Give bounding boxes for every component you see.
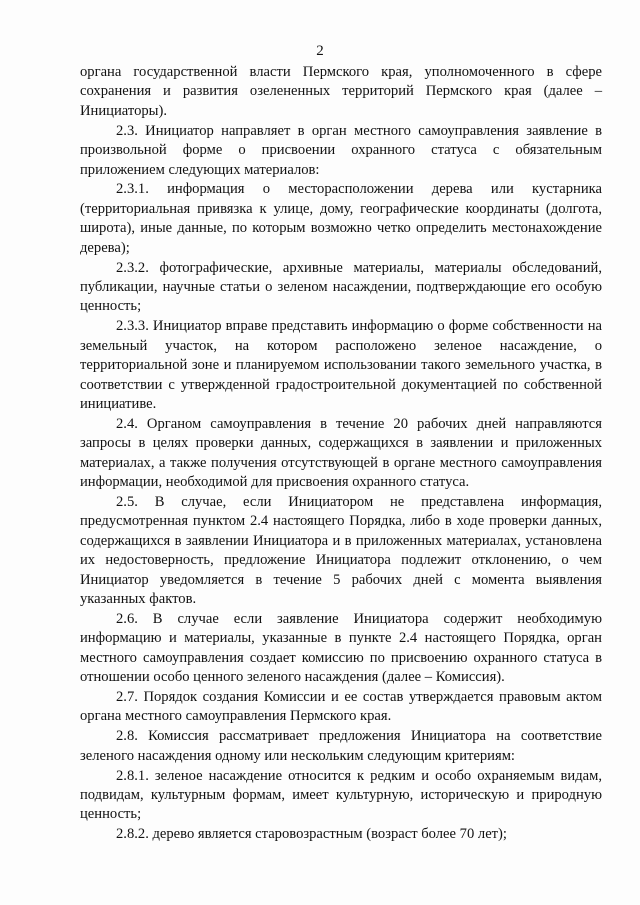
paragraph-2-7: 2.7. Порядок создания Комиссии и ее состав утверждается правовым актом органа местного самоуправления Пермского края.	[80, 689, 602, 725]
paragraph-2-3-1: 2.3.1. информация о месторасположении дерева или кустарника (территориальная привязка к улице, дому, географические координаты (долгота, широта), иные данные, по которым возможно четко определить местонахождение дерева);	[80, 181, 602, 256]
paragraph-2-5: 2.5. В случае, если Инициатором не представлена информация, предусмотренная пунктом 2.4 настоящего Порядка, либо в ходе проверки данных, содержащихся в заявлении Инициатора и в приложенных материалах, установлена их недостоверность, предложение Инициатора подлежит отклонению, о чем Инициатор уведомляется в течение 5 рабочих дней с момента выявления указанных фактов.	[80, 493, 602, 607]
paragraph-2-3-3: 2.3.3. Инициатор вправе представить информацию о форме собственности на земельный участок, на котором расположено зеленое насаждение, о территориальной зоне и планируемом использовании такого земельного участка, в соответствии с утвержденной градостроительной документацией по собственной инициативе.	[80, 318, 602, 412]
paragraph-continuation: органа государственной власти Пермского края, уполномоченного в сфере сохранения и развития озелененных территорий Пермского края (далее – Инициаторы).	[80, 64, 602, 119]
paragraph-2-3: 2.3. Инициатор направляет в орган местного самоуправления заявление в произвольной форме о присвоении охранного статуса с обязательным приложением следующих материалов:	[80, 122, 602, 178]
page-number: 2	[316, 43, 324, 59]
paragraph-2-6: 2.6. В случае если заявление Инициатора содержит необходимую информацию и материалы, указанные в пункте 2.4 настоящего Порядка, орган местного самоуправления создает комиссию по присвоению охранного статуса в отношении особо ценного зеленого насаждения (далее – Комиссия).	[80, 610, 602, 686]
paragraph-2-8-2: 2.8.2. дерево является старовозрастным (возраст более 70 лет);	[116, 826, 507, 843]
paragraph-2-8-1: 2.8.1. зеленое насаждение относится к редким и особо охраняемым видам, подвидам, культурным формам, имеет культурную, историческую и природную ценность;	[80, 767, 602, 823]
paragraph-2-8: 2.8. Комиссия рассматривает предложения Инициатора на соответствие зеленого насаждения одному или нескольким следующим критериям:	[80, 728, 602, 764]
document-body	[80, 63, 602, 845]
paragraph-2-3-2: 2.3.2. фотографические, архивные материалы, материалы обследований, публикации, научные статьи о зеленом насаждении, подтверждающие его особую ценность;	[80, 259, 602, 315]
paragraph-2-4: 2.4. Органом самоуправления в течение 20 рабочих дней направляются запросы в целях проверки данных, содержащихся в заявлении и приложенных материалах, а также получения отсутствующей в органе местного самоуправления информации, необходимой для присвоения охранного статуса.	[80, 415, 602, 491]
